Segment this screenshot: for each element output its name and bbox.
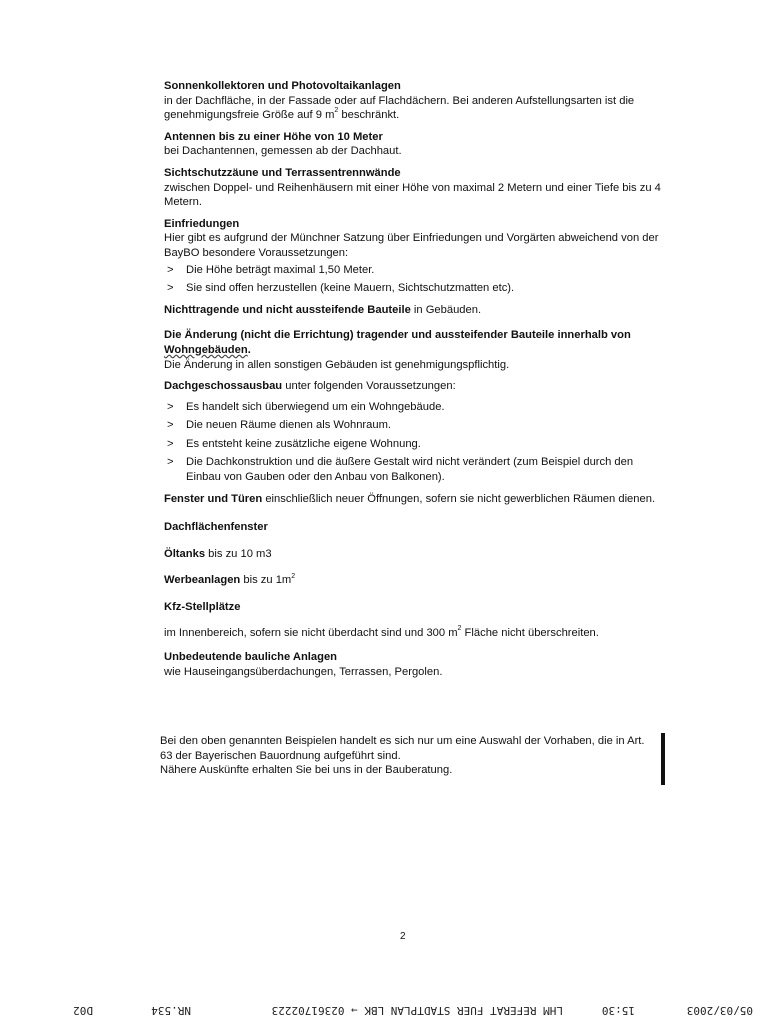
fax-time: 15:30 (601, 1004, 635, 1017)
note-text: Nähere Auskünfte erhalten Sie bei uns in der Bauberatung. (160, 764, 453, 777)
section-text: bei Dachantennen, gemessen ab der Dachhaut. (164, 145, 402, 158)
list-item: > Die neuen Räume dienen als Wohnraum. (167, 419, 392, 432)
fax-header (28, 1003, 753, 1017)
list-item: > Die Dachkonstruktion und die äußere Gestalt wird nicht verändert (zum Beispiel durch den Einbau von Gauben oder den Anbau von Balkonen). (167, 456, 634, 484)
section-text: Die Änderung in allen sonstigen Gebäuden ist genehmigungspflichtig. (164, 358, 510, 371)
section-enclosures (164, 217, 664, 296)
bullet-list (164, 400, 664, 485)
section-antennas (164, 130, 664, 159)
fax-page: D02 (73, 1004, 93, 1017)
section-text: in der Dachfläche, in der Fassade oder auf Flachdächern. Bei anderen Aufstellungsarten ist die genehmigungsfreie Größe auf 9 $m^2$ beschränkt. (164, 94, 635, 122)
list-item: > Sie sind offen herzustellen (keine Mauern, Sichtschutzmatten etc). (167, 282, 515, 295)
section-parking (164, 600, 664, 640)
document-body (164, 79, 664, 686)
section-solar (164, 79, 664, 123)
section-text: Hier gibt es aufgrund der Münchner Satzung über Einfriedungen und Vorgärten abweichend von der BayBO besondere Voraussetzungen: (164, 232, 659, 259)
section-text: wie Hauseingangsüberdachungen, Terrassen, Pergolen. (164, 665, 443, 678)
margin-bar (661, 733, 665, 785)
section-heading: Unbedeutende bauliche Anlagen (164, 651, 338, 664)
fax-date: 05/03/2003 (686, 1004, 753, 1017)
section-text: im Innenbereich, sofern sie nicht überdacht sind und 300 $m^2$ Fläche nicht überschreiten. (164, 624, 599, 639)
section-text: Fenster und Türen einschließlich neuer Öffnungen, sofern sie nicht gewerblichen Räumen dienen. (164, 492, 656, 505)
list-item: > Die Höhe beträgt maximal 1,50 Meter. (167, 263, 375, 276)
section-text: Nichttragende und nicht aussteifende Bauteile in Gebäuden. (164, 303, 482, 316)
section-oil-tanks (164, 547, 664, 562)
section-heading: Dachflächenfenster (164, 521, 268, 534)
section-heading: Antennen bis zu einer Höhe von 10 Meter (164, 130, 383, 143)
section-load-bearing-change (164, 328, 664, 372)
section-text: Öltanks bis zu 10 m3 (164, 547, 272, 560)
list-item: > Es handelt sich überwiegend um ein Wohngebäude. (167, 400, 445, 413)
section-heading: Kfz-Stellplätze (164, 601, 241, 614)
list-item: > Es entsteht keine zusätzliche eigene Wohnung. (167, 437, 421, 450)
section-attic-conversion (164, 379, 664, 485)
fax-number: NR.534 (151, 1004, 191, 1017)
section-text: Dachgeschossausbau unter folgenden Voraussetzungen: (164, 380, 456, 393)
section-heading: Sonnenkollektoren und Photovoltaikanlagen (164, 80, 401, 92)
fax-sender: LHM REFERAT FUER STADTPLAN LBK → 02361702223 (271, 1004, 563, 1017)
note-text: Bei den oben genannten Beispielen handelt es sich nur um eine Auswahl der Vorhaben, die in Art. 63 der Bayerischen Bauordnung aufgeführt sind. (160, 735, 645, 762)
section-minor-structures (164, 650, 664, 679)
section-heading: Einfriedungen (164, 217, 240, 230)
section-windows-doors (164, 492, 664, 507)
section-text: Werbeanlagen bis zu $1m^2$ (164, 572, 296, 587)
bullet-list (164, 263, 664, 296)
section-heading: Sichtschutzzäune und Terrassentrennwände (164, 166, 401, 179)
section-text: zwischen Doppel- und Reihenhäusern mit einer Höhe von maximal 2 Metern und einer Tiefe bis zu 4 Metern. (164, 181, 661, 209)
section-privacy-fences (164, 166, 664, 210)
section-advertising (164, 573, 664, 588)
section-heading: Die Änderung (nicht die Errichtung) tragender und aussteifender Bauteile innerhalb von Wohngebäuden. (164, 329, 631, 356)
section-roof-windows (164, 520, 664, 535)
section-non-load-bearing (164, 303, 664, 318)
note-box (160, 734, 645, 778)
page-number: 2 (400, 931, 406, 942)
